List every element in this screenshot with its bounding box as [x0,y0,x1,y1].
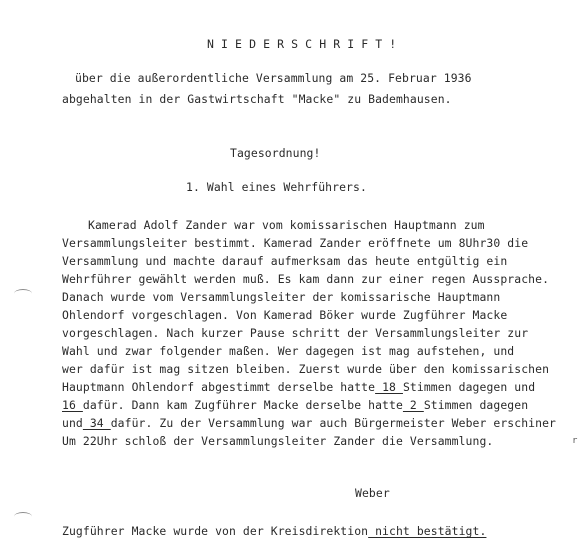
body-line-10 [62,380,535,394]
footer-note-underlined: nicht bestätigt. [368,524,487,538]
votes-for-macke: 34 [82,416,111,430]
intro-line-1: über die außerordentliche Versammlung am 25. Februar 1936 [75,71,472,85]
signature: Weber [355,486,390,500]
body-line-5: Danach wurde vom Versammlungsleiter der komissarische Hauptmann [62,290,501,304]
agenda-heading: Tagesordnung! [230,146,321,160]
body-line-2: Versammlungsleiter bestimmt. Kamerad Zander eröffnete um 8Uhr30 die [62,236,529,250]
body-line-9: wer dafür ist mag sitzen bleiben. Zuerst wurde über den komissarischen [62,362,550,376]
body-line-13: Um 22Uhr schloß der Versammlungsleiter Zander die Versammlung. [62,434,494,448]
body-line-10-text-a: Hauptmann Ohlendorf abgestimmt derselbe hatte [62,380,376,394]
body-line-11 [62,398,528,412]
body-line-11-text-a: dafür. Dann kam Zugführer Macke derselbe hatte [82,398,403,412]
body-line-1: Kamerad Adolf Zander war vom komissarischen Hauptmann zum [88,218,485,232]
intro-line-2: abgehalten in der Gastwirtschaft "Macke" zu Bademhausen. [62,92,452,106]
footer-note [62,524,486,538]
body-line-12 [62,416,556,430]
body-line-10-text-b: Stimmen dagegen und [402,380,536,394]
votes-against-macke: 2 [402,398,424,412]
body-line-4: Wehrführer gewählt werden muß. Es kam dann zur einer regen Aussprache. [62,272,550,286]
document-title: NIEDERSCHRIFT! [207,37,404,51]
body-line-3: Versammlung und machte darauf aufmerksam das heute entgültig ein [62,254,508,268]
body-line-6: Ohlendorf vorgeschlagen. Von Kamerad Böker wurde Zugführer Macke [62,308,508,322]
agenda-item: 1. Wahl eines Wehrführers. [186,180,367,194]
votes-against-ohlendorf: 18 [375,380,403,394]
body-line-7: vorgeschlagen. Nach kurzer Pause schritt der Versammlungsleiter zur [62,326,529,340]
body-line-8: Wahl und zwar folgender maßen. Wer dagegen ist mag aufstehen, und [62,344,515,358]
punch-hole-mark-upper [14,289,32,298]
body-line-11-text-b: Stimmen dagegen [423,398,529,412]
votes-for-ohlendorf: 16 [62,398,83,412]
body-line-12-text-a: und [62,416,83,430]
margin-mark: r [572,436,578,446]
footer-note-text: Zugführer Macke wurde von der Kreisdirektion [62,524,369,538]
punch-hole-mark-lower [14,512,32,521]
body-line-12-text-b: dafür. Zu der Versammlung war auch Bürgermeister Weber erschiner [110,416,557,430]
